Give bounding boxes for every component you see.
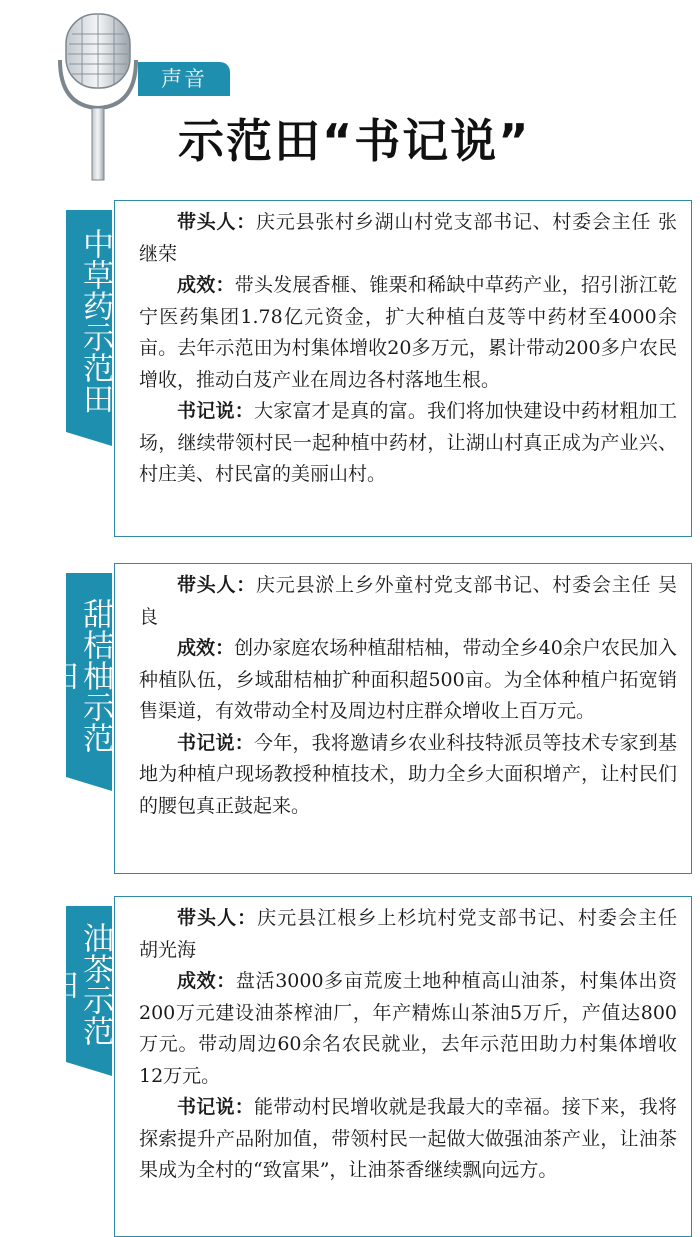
leader-label: 带头人： — [177, 574, 257, 596]
result-label: 成效： — [177, 970, 236, 992]
column-tab — [138, 62, 230, 96]
leader-text: 庆元县淤上乡外童村党支部书记、村委会主任 吴良 — [139, 574, 677, 628]
leader-text: 庆元县张村乡湖山村党支部书记、村委会主任 张继荣 — [139, 211, 677, 265]
section-sweet-pomelo — [42, 563, 700, 874]
quote-paragraph — [139, 1092, 677, 1187]
section-camellia-oil — [42, 896, 700, 1237]
quote-paragraph — [139, 728, 677, 823]
leader-label: 带头人： — [177, 907, 258, 929]
section-body — [114, 896, 692, 1237]
section-tab: 中草药示范田 — [66, 210, 112, 432]
quote-paragraph — [139, 396, 677, 491]
result-paragraph — [139, 270, 677, 396]
quote-label: 书记说： — [177, 1096, 254, 1118]
section-tab: 甜桔柚示范田 — [66, 573, 112, 777]
quote-label: 书记说： — [177, 731, 254, 754]
leader-text: 庆元县江根乡上杉坑村党支部书记、村委会主任 胡光海 — [139, 907, 677, 961]
leader-paragraph — [139, 570, 677, 633]
result-label: 成效： — [177, 274, 235, 296]
result-text: 盘活3000多亩荒废土地种植高山油茶，村集体出资200万元建设油茶榨油厂，年产精炼山茶油5万斤，产值达800万元。带动周边60余名农民就业，去年示范田助力村集体增收12万元。 — [139, 970, 677, 1087]
page-header — [0, 0, 700, 200]
section-tab: 油茶示范田 — [66, 906, 112, 1062]
column-label: 声音 — [161, 67, 207, 91]
result-paragraph — [139, 966, 677, 1092]
quote-label: 书记说： — [177, 400, 254, 422]
quote-text: 今年，我将邀请乡农业科技特派员等技术专家到基地为种植户现场教授种植技术，助力全乡大面积增产，让村民们的腰包真正鼓起来。 — [139, 731, 677, 817]
leader-paragraph — [139, 903, 677, 966]
section-herbal-medicine — [66, 200, 700, 537]
result-text: 带头发展香榧、锥栗和稀缺中草药产业，招引浙江乾宁医药集团1.78亿元资金，扩大种植白芨等中药材至4000余亩。去年示范田为村集体增收20多万元，累计带动200多户农民增收，推动白芨产业在周边各村落地生根。 — [139, 274, 677, 391]
leader-paragraph — [139, 207, 677, 270]
leader-label: 带头人： — [177, 211, 257, 233]
result-text: 创办家庭农场种植甜桔柚，带动全乡40余户农民加入种植队伍，乡域甜桔柚扩种面积超500亩。为全体种植户拓宽销售渠道，有效带动全村及周边村庄群众增收上百万元。 — [139, 637, 677, 722]
page-title: 示范田“书记说” — [178, 114, 531, 168]
result-paragraph — [139, 633, 677, 728]
result-label: 成效： — [177, 637, 235, 659]
quote-text: 大家富才是真的富。我们将加快建设中药材粗加工场，继续带领村民一起种植中药材，让湖山村真正成为产业兴、村庄美、村民富的美丽山村。 — [139, 400, 677, 485]
quote-text: 能带动村民增收就是我最大的幸福。接下来，我将探索提升产品附加值，带领村民一起做大做强油茶产业，让油茶果成为全村的“致富果”，让油茶香继续飘向远方。 — [139, 1096, 677, 1181]
section-body — [114, 200, 692, 537]
section-body — [114, 563, 692, 874]
microphone-icon — [52, 10, 144, 185]
